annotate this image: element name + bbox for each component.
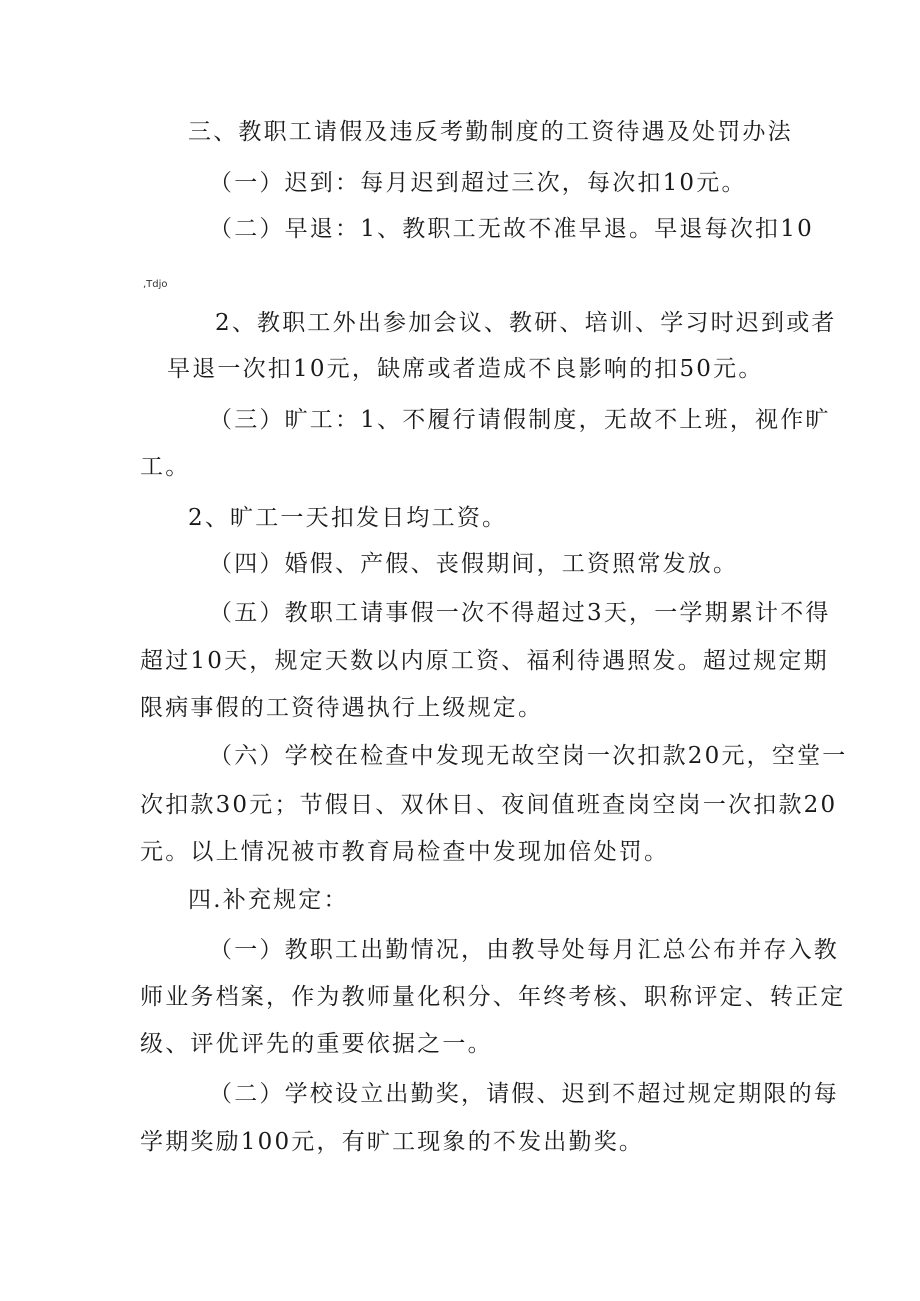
paragraph-line: 次扣款30元；节假日、双休日、夜间值班查岗空岗一次扣款20 <box>140 792 838 818</box>
paragraph-line: 级、评优评先的重要依据之一。 <box>140 1031 493 1057</box>
paragraph-line: （五）教职工请事假一次不得超过3天，一学期累计不得 <box>209 600 831 626</box>
scan-artifact-text: ,Tdjo <box>143 279 168 290</box>
paragraph-line: 限病事假的工资待遇执行上级规定。 <box>140 695 544 721</box>
paragraph-line: 超过10天，规定天数以内原工资、福利待遇照发。超过规定期 <box>140 648 829 674</box>
paragraph-line: （四）婚假、产假、丧假期间，工资照常发放。 <box>209 551 739 577</box>
paragraph-line: 师业务档案，作为教师量化积分、年终考核、职称评定、转正定 <box>140 984 846 1010</box>
paragraph-line: （三）旷工：1、不履行请假制度，无故不上班，视作旷 <box>209 407 831 433</box>
paragraph-line: 元。以上情况被市教育局检查中发现加倍处罚。 <box>140 839 670 865</box>
paragraph-line: （一）迟到：每月迟到超过三次，每次扣10元。 <box>209 170 747 196</box>
paragraph-line: （二）学校设立出勤奖，请假、迟到不超过规定期限的每 <box>209 1081 839 1107</box>
paragraph-line: （二）早退：1、教职工无故不准早退。早退每次扣10 <box>209 216 814 242</box>
paragraph-line: 工。 <box>140 454 191 480</box>
section-heading-three: 三、教职工请假及违反考勤制度的工资待遇及处罚办法 <box>188 119 793 145</box>
paragraph-line: 早退一次扣10元，缺席或者造成不良影响的扣50元。 <box>167 356 764 382</box>
paragraph-line: 2、旷工一天扣发日均工资。 <box>188 505 508 531</box>
paragraph-line: （一）教职工出勤情况，由教导处每月汇总公布并存入教 <box>209 937 839 963</box>
section-heading-four: 四.补充规定： <box>188 887 349 913</box>
paragraph-line: 2、教职工外出参加会议、教研、培训、学习时迟到或者 <box>215 310 837 336</box>
paragraph-line: 学期奖励100元，有旷工现象的不发出勤奖。 <box>140 1129 645 1155</box>
paragraph-line: （六）学校在检查中发现无故空岗一次扣款20元，空堂一 <box>209 743 848 769</box>
